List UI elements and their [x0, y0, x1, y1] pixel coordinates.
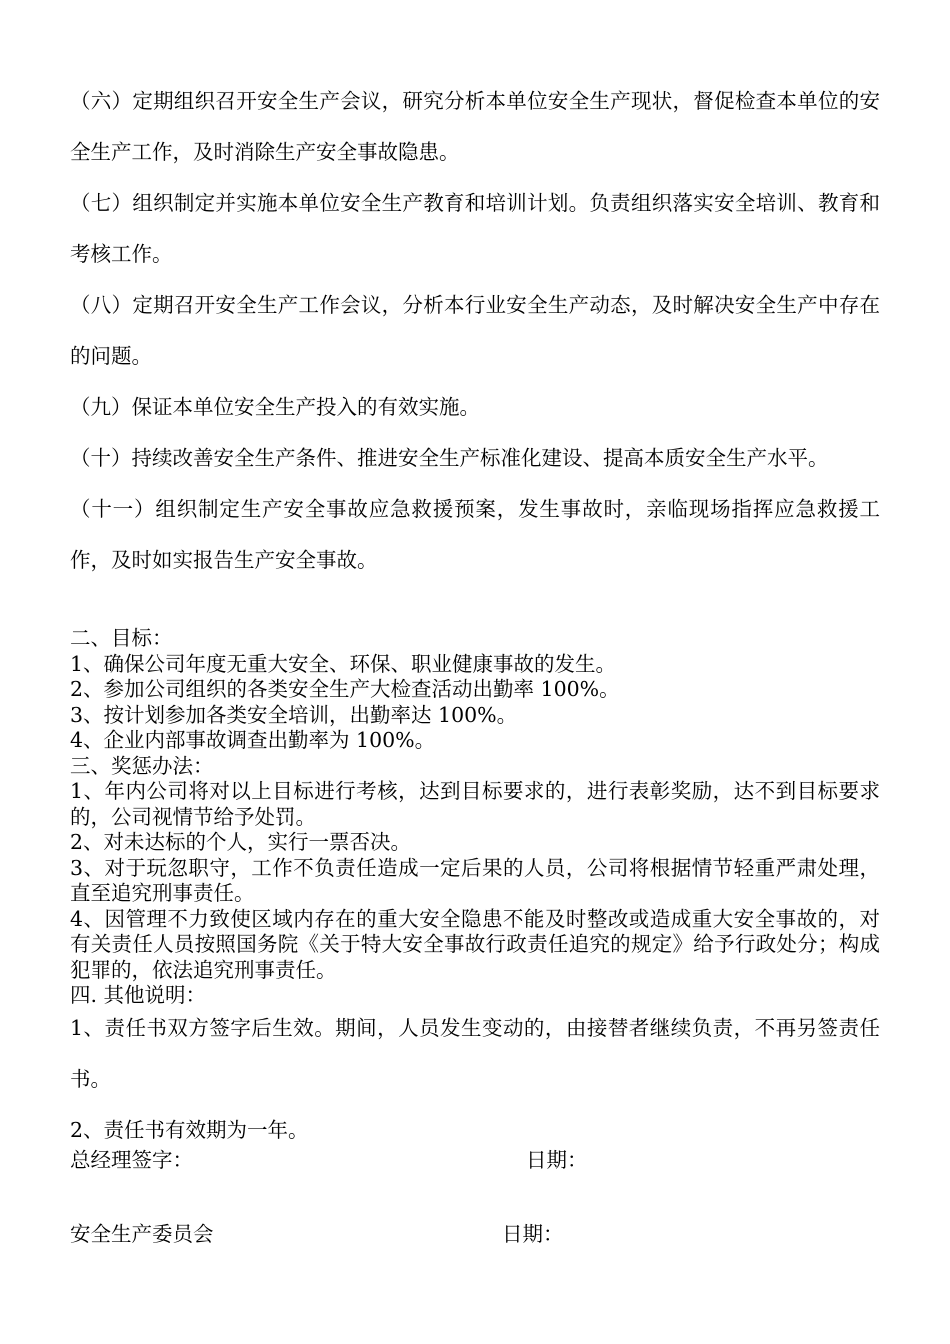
reward-item: 4、因管理不力致使区域内存在的重大安全隐患不能及时整改或造成重大安全事故的，对有关责任人员按照国务院《关于特大安全事故行政责任追究的规定》给予行政处分；构成犯罪的，依法追究刑事责任。 [70, 906, 880, 982]
committee-signature-row [70, 1219, 880, 1249]
gm-signature-label: 总经理签字： [70, 1148, 193, 1172]
other-item: 2、责任书有效期为一年。 [70, 1118, 309, 1142]
other-item: 1、责任书双方签字后生效。期间，人员发生变动的，由接替者继续负责，不再另签责任书。 [70, 1016, 880, 1091]
goal-item: 1、确保公司年度无重大安全、环保、职业健康事故的发生。 [70, 651, 617, 676]
goals-rewards-section [70, 626, 880, 1009]
duty-item-6: （六）定期组织召开安全生产会议，研究分析本单位安全生产现状，督促检查本单位的安全生产工作，及时消除生产安全事故隐患。 [70, 89, 880, 164]
committee-signature-label: 安全生产委员会 [70, 1222, 214, 1246]
reward-item: 2、对未达标的个人，实行一票否决。 [70, 830, 412, 854]
gm-signature-row [70, 1145, 880, 1175]
duty-item-9: （九）保证本单位安全生产投入的有效实施。 [70, 395, 480, 419]
duty-item-10: （十）持续改善安全生产条件、推进安全生产标准化建设、提高本质安全生产水平。 [70, 446, 829, 470]
rewards-heading: 三、奖惩办法： [70, 753, 214, 778]
reward-item: 1、年内公司将对以上目标进行考核，达到目标要求的，进行表彰奖励，达不到目标要求的，公司视情节给予处罚。 [70, 779, 880, 829]
other-section [70, 1003, 880, 1156]
duties-section [70, 76, 880, 586]
goal-item: 2、参加公司组织的各类安全生产大检查活动出勤率 100%。 [70, 677, 620, 701]
other-heading: 四. 其他说明： [70, 983, 207, 1007]
gm-date-label: 日期： [526, 1148, 588, 1172]
duty-item-11: （十一）组织制定生产安全事故应急救援预案，发生事故时，亲临现场指挥应急救援工作，及时如实报告生产安全事故。 [70, 497, 880, 572]
reward-item: 3、对于玩忽职守，工作不负责任造成一定后果的人员，公司将根据情节轻重严肃处理，直至追究刑事责任。 [70, 855, 880, 905]
goal-item: 4、企业内部事故调查出勤率为 100%。 [70, 728, 436, 752]
committee-date-label: 日期： [502, 1222, 564, 1246]
duty-item-7: （七）组织制定并实施本单位安全生产教育和培训计划。负责组织落实安全培训、教育和考核工作。 [70, 191, 880, 266]
goals-heading: 二、目标： [70, 626, 173, 650]
duty-item-8: （八）定期召开安全生产工作会议，分析本行业安全生产动态，及时解决安全生产中存在的问题。 [70, 293, 880, 368]
goal-item: 3、按计划参加各类安全培训，出勤率达 100%。 [70, 702, 518, 727]
